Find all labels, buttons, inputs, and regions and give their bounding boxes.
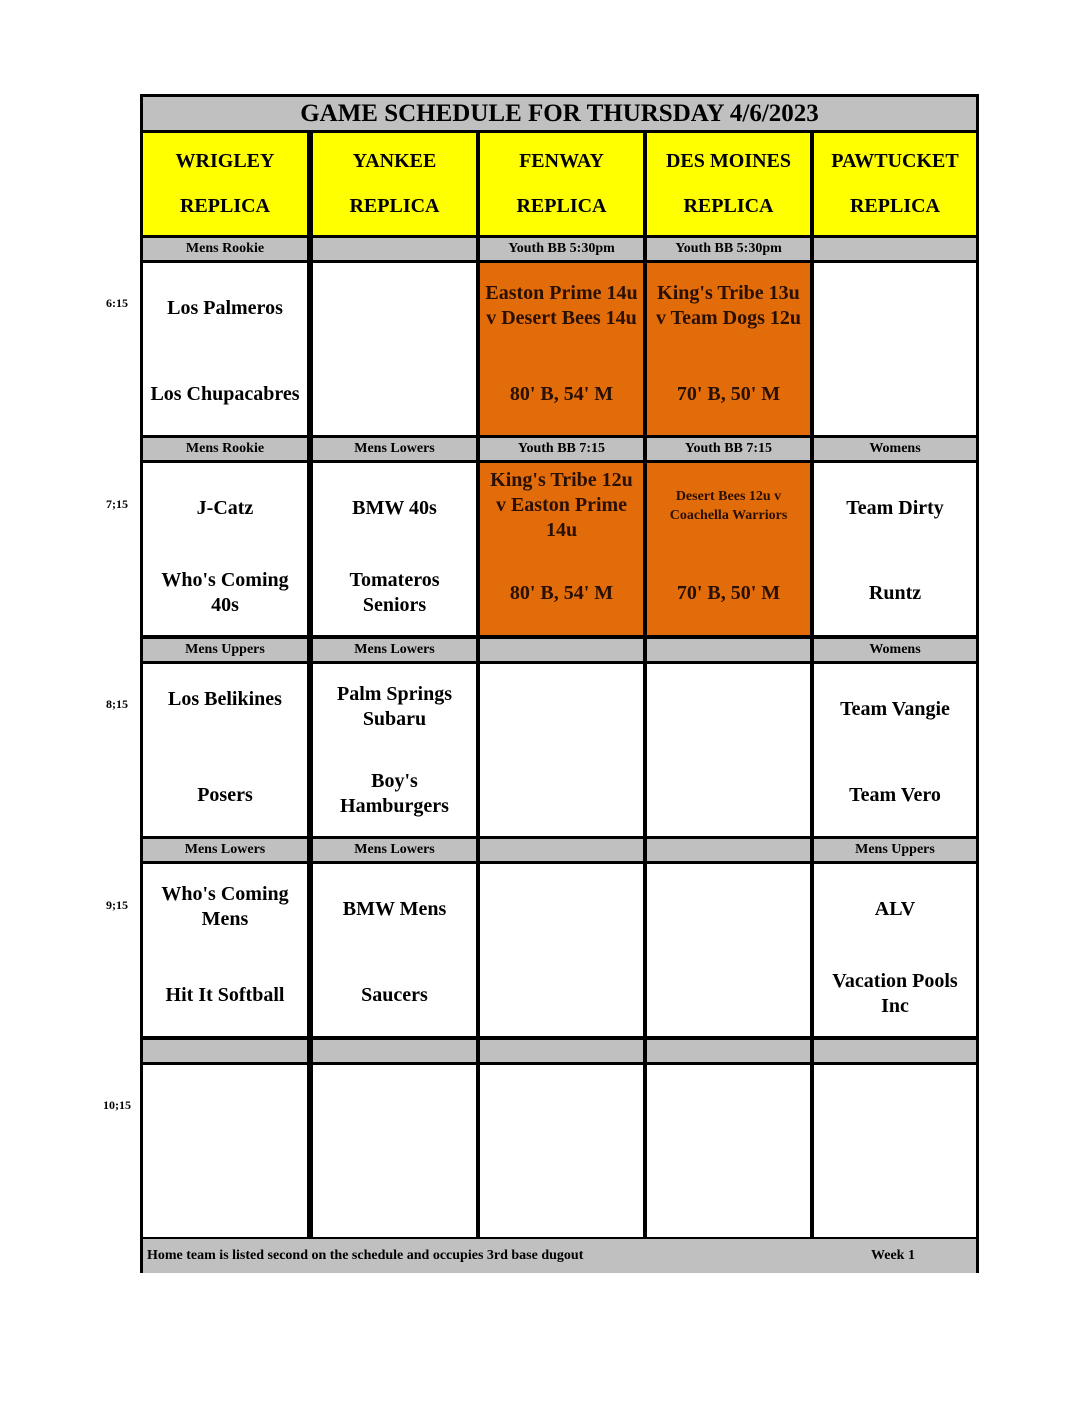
division-label bbox=[814, 238, 976, 260]
field-name: FENWAY bbox=[519, 150, 604, 172]
division-label: Youth BB 7:15 bbox=[647, 438, 810, 460]
game-cell bbox=[480, 263, 643, 435]
team-away: King's Tribe 13u v Team Dogs 12u bbox=[655, 282, 802, 329]
division-label bbox=[480, 839, 643, 861]
game-cell bbox=[313, 263, 476, 435]
division-label: Mens Rookie bbox=[143, 238, 307, 260]
field-header-1 bbox=[313, 133, 476, 235]
division-label: Mens Uppers bbox=[143, 639, 307, 661]
division-label bbox=[313, 1040, 476, 1062]
field-name: PAWTUCKET bbox=[831, 150, 959, 172]
time-label: 6:15 bbox=[106, 296, 128, 310]
team-home: Posers bbox=[197, 784, 253, 806]
game-cell bbox=[814, 1065, 976, 1237]
division-label: Mens Lowers bbox=[313, 639, 476, 661]
team-home: 80' B, 54' M bbox=[509, 582, 614, 604]
game-cell bbox=[647, 864, 810, 1036]
game-cell bbox=[313, 864, 476, 1036]
footer-row bbox=[143, 1239, 976, 1273]
team-home: Runtz bbox=[868, 582, 922, 604]
field-header-2 bbox=[480, 133, 643, 235]
game-cell bbox=[480, 1065, 643, 1237]
game-cell bbox=[480, 463, 643, 635]
game-cell bbox=[143, 1065, 307, 1237]
team-home: Tomateros Seniors bbox=[349, 569, 440, 616]
field-subtitle: REPLICA bbox=[516, 195, 607, 217]
field-subtitle: REPLICA bbox=[849, 195, 940, 217]
division-label bbox=[480, 639, 643, 661]
team-away: BMW Mens bbox=[342, 898, 447, 920]
time-label: 8;15 bbox=[106, 697, 128, 711]
game-cell bbox=[647, 463, 810, 635]
game-cell bbox=[814, 463, 976, 635]
division-label: Youth BB 5:30pm bbox=[647, 238, 810, 260]
division-label: Mens Lowers bbox=[313, 839, 476, 861]
schedule-table bbox=[140, 94, 979, 1273]
team-away: Los Belikines bbox=[168, 688, 282, 710]
footer-note: Home team is listed second on the schedule and occupies 3rd base dugout bbox=[147, 1248, 584, 1263]
game-cell bbox=[647, 263, 810, 435]
game-cell bbox=[143, 664, 307, 836]
division-label: Mens Lowers bbox=[143, 839, 307, 861]
team-away: Palm Springs Subaru bbox=[336, 683, 453, 730]
game-cell bbox=[143, 864, 307, 1036]
game-cell bbox=[814, 664, 976, 836]
team-home: Hit It Softball bbox=[165, 984, 285, 1006]
division-label: Mens Lowers bbox=[313, 438, 476, 460]
division-label bbox=[143, 1040, 307, 1062]
team-away: ALV bbox=[874, 898, 916, 920]
team-away: King's Tribe 12u v Easton Prime 14u bbox=[490, 469, 633, 541]
division-label bbox=[313, 238, 476, 260]
game-cell bbox=[480, 664, 643, 836]
game-cell bbox=[647, 1065, 810, 1237]
division-label: Youth BB 5:30pm bbox=[480, 238, 643, 260]
team-away: Desert Bees 12u v Coachella Warriors bbox=[669, 489, 788, 523]
game-cell bbox=[814, 263, 976, 435]
division-label bbox=[480, 1040, 643, 1062]
division-label bbox=[814, 1040, 976, 1062]
game-cell bbox=[814, 864, 976, 1036]
field-subtitle: REPLICA bbox=[179, 195, 270, 217]
field-subtitle: REPLICA bbox=[349, 195, 440, 217]
time-label: 9;15 bbox=[106, 897, 128, 912]
team-away: Easton Prime 14u v Desert Bees 14u bbox=[485, 282, 638, 329]
division-label: Mens Uppers bbox=[814, 839, 976, 861]
team-home: 70' B, 50' M bbox=[676, 383, 781, 405]
field-name: YANKEE bbox=[352, 150, 437, 172]
field-header-3 bbox=[647, 133, 810, 235]
team-away: Los Palmeros bbox=[167, 297, 283, 319]
field-name: DES MOINES bbox=[665, 150, 792, 172]
division-label: Mens Rookie bbox=[143, 438, 307, 460]
field-subtitle: REPLICA bbox=[683, 195, 774, 217]
team-home: 80' B, 54' M bbox=[509, 383, 614, 405]
team-home: Boy's Hamburgers bbox=[340, 770, 449, 817]
team-home: 70' B, 50' M bbox=[676, 582, 781, 604]
team-home: Los Chupacabres bbox=[150, 383, 300, 405]
game-cell bbox=[143, 463, 307, 635]
division-label bbox=[647, 1040, 810, 1062]
field-header-4 bbox=[814, 133, 976, 235]
division-label: Youth BB 7:15 bbox=[480, 438, 643, 460]
field-header-0 bbox=[143, 133, 307, 235]
game-cell bbox=[313, 664, 476, 836]
game-cell bbox=[480, 864, 643, 1036]
team-home: Vacation Pools Inc bbox=[832, 970, 958, 1017]
team-away: BMW 40s bbox=[352, 497, 437, 519]
division-label: Womens bbox=[814, 639, 976, 661]
team-away: Team Vangie bbox=[840, 698, 950, 720]
time-label: 7;15 bbox=[106, 496, 128, 511]
game-cell bbox=[143, 263, 307, 435]
team-away: Team Dirty bbox=[846, 497, 944, 519]
game-cell bbox=[313, 463, 476, 635]
field-name: WRIGLEY bbox=[175, 150, 275, 172]
game-cell bbox=[313, 1065, 476, 1237]
game-cell bbox=[647, 664, 810, 836]
time-label: 10;15 bbox=[103, 1098, 131, 1112]
schedule-title: GAME SCHEDULE FOR THURSDAY 4/6/2023 bbox=[143, 97, 976, 133]
week-label: Week 1 bbox=[871, 1248, 915, 1263]
team-home: Saucers bbox=[361, 984, 428, 1006]
team-home: Team Vero bbox=[849, 784, 941, 806]
division-label: Womens bbox=[814, 438, 976, 460]
division-label bbox=[647, 839, 810, 861]
team-away: Who's Coming Mens bbox=[161, 883, 289, 930]
division-label bbox=[647, 639, 810, 661]
team-away: J-Catz bbox=[196, 497, 254, 519]
team-home: Who's Coming 40s bbox=[161, 569, 289, 616]
